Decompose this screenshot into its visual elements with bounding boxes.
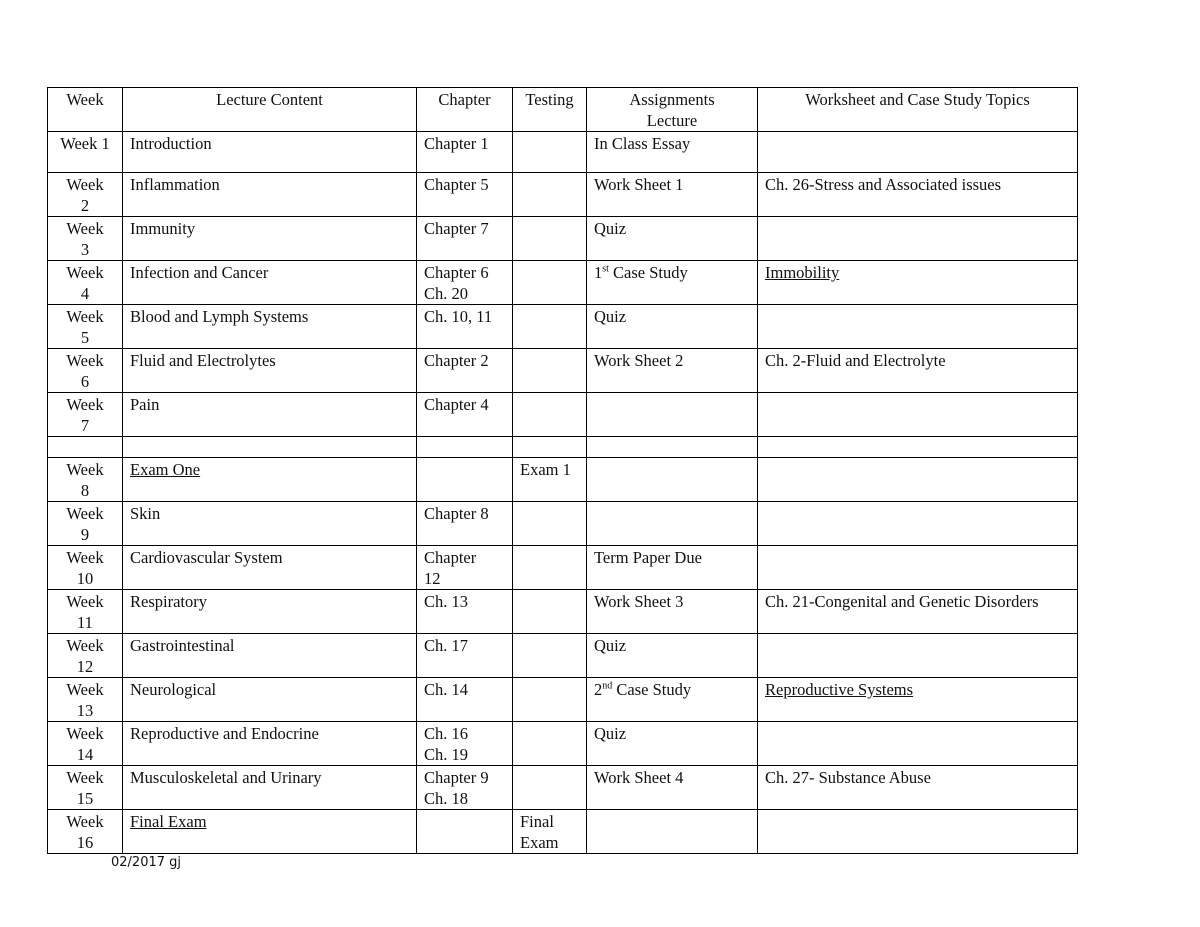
chapter-cell: Chapter 7 [417, 217, 513, 261]
topic-cell [758, 393, 1078, 437]
assignment-cell: Work Sheet 3 [587, 590, 758, 634]
chapter-cell: Ch. 17 [417, 634, 513, 678]
topic-cell [758, 132, 1078, 173]
header-lecture-content: Lecture Content [123, 88, 417, 132]
assignment-cell: Work Sheet 2 [587, 349, 758, 393]
testing-cell [513, 173, 587, 217]
lecture-cell: Pain [123, 393, 417, 437]
lecture-cell: Cardiovascular System [123, 546, 417, 590]
assignment-cell [587, 810, 758, 854]
table-row [48, 590, 1078, 634]
chapter-cell: Ch. 14 [417, 678, 513, 722]
assignment-cell: Quiz [587, 305, 758, 349]
testing-cell [513, 722, 587, 766]
testing-cell [513, 502, 587, 546]
topic-cell: Reproductive Systems [758, 678, 1078, 722]
lecture-cell: Fluid and Electrolytes [123, 349, 417, 393]
chapter-cell: Ch. 16 Ch. 19 [417, 722, 513, 766]
lecture-cell: Infection and Cancer [123, 261, 417, 305]
week-cell: Week 15 [48, 766, 123, 810]
assignment-cell: Term Paper Due [587, 546, 758, 590]
week-cell: Week 3 [48, 217, 123, 261]
chapter-cell: Chapter 12 [417, 546, 513, 590]
lecture-cell: Reproductive and Endocrine [123, 722, 417, 766]
lecture-cell: Immunity [123, 217, 417, 261]
topic-cell [758, 458, 1078, 502]
topic-cell: Ch. 2-Fluid and Electrolyte [758, 349, 1078, 393]
table-row [48, 546, 1078, 590]
lecture-cell: Neurological [123, 678, 417, 722]
week-cell: Week 11 [48, 590, 123, 634]
lecture-cell: Blood and Lymph Systems [123, 305, 417, 349]
chapter-cell [417, 810, 513, 854]
testing-cell [513, 634, 587, 678]
assignment-cell [587, 458, 758, 502]
table-row [48, 217, 1078, 261]
table-row [48, 132, 1078, 173]
spacer-cell [758, 437, 1078, 458]
header-chapter: Chapter [417, 88, 513, 132]
spacer-cell [123, 437, 417, 458]
lecture-cell: Skin [123, 502, 417, 546]
week-cell: Week 14 [48, 722, 123, 766]
testing-cell [513, 217, 587, 261]
testing-cell [513, 678, 587, 722]
lecture-cell: Introduction [123, 132, 417, 173]
week-cell: Week 8 [48, 458, 123, 502]
assignment-cell [587, 502, 758, 546]
lecture-cell: Exam One [123, 458, 417, 502]
week-cell: Week 2 [48, 173, 123, 217]
table-row [48, 305, 1078, 349]
week-cell: Week 10 [48, 546, 123, 590]
chapter-cell: Ch. 10, 11 [417, 305, 513, 349]
testing-cell [513, 132, 587, 173]
header-row [48, 88, 1078, 132]
chapter-cell: Chapter 8 [417, 502, 513, 546]
table-row [48, 458, 1078, 502]
week-cell: Week 6 [48, 349, 123, 393]
spacer-cell [48, 437, 123, 458]
testing-cell: Final Exam [513, 810, 587, 854]
assignment-cell: 2nd Case Study [587, 678, 758, 722]
chapter-cell: Chapter 6 Ch. 20 [417, 261, 513, 305]
spacer-cell [587, 437, 758, 458]
spacer-cell [513, 437, 587, 458]
table-row [48, 634, 1078, 678]
lecture-cell: Respiratory [123, 590, 417, 634]
table-row [48, 502, 1078, 546]
assignment-cell: 1st Case Study [587, 261, 758, 305]
table-row [48, 766, 1078, 810]
lecture-cell: Musculoskeletal and Urinary [123, 766, 417, 810]
assignment-cell: Quiz [587, 217, 758, 261]
testing-cell [513, 546, 587, 590]
chapter-cell: Chapter 9 Ch. 18 [417, 766, 513, 810]
testing-cell [513, 393, 587, 437]
topic-cell [758, 722, 1078, 766]
lecture-cell: Final Exam [123, 810, 417, 854]
week-cell: Week 5 [48, 305, 123, 349]
topic-cell [758, 217, 1078, 261]
topic-cell: Ch. 27- Substance Abuse [758, 766, 1078, 810]
assignment-cell: Work Sheet 4 [587, 766, 758, 810]
chapter-cell: Chapter 5 [417, 173, 513, 217]
week-cell: Week 4 [48, 261, 123, 305]
assignment-cell: Work Sheet 1 [587, 173, 758, 217]
topic-cell: Ch. 21-Congenital and Genetic Disorders [758, 590, 1078, 634]
week-cell: Week 1 [48, 132, 123, 173]
topic-cell [758, 546, 1078, 590]
testing-cell [513, 349, 587, 393]
assignment-cell: Quiz [587, 722, 758, 766]
testing-cell: Exam 1 [513, 458, 587, 502]
topic-cell [758, 810, 1078, 854]
header-assignments: Assignments Lecture [587, 88, 758, 132]
testing-cell [513, 261, 587, 305]
week-cell: Week 13 [48, 678, 123, 722]
table-row [48, 393, 1078, 437]
week-cell: Week 12 [48, 634, 123, 678]
spacer-row [48, 437, 1078, 458]
topic-cell [758, 634, 1078, 678]
week-cell: Week 16 [48, 810, 123, 854]
spacer-cell [417, 437, 513, 458]
table-row [48, 349, 1078, 393]
table-row [48, 173, 1078, 217]
topic-cell [758, 305, 1078, 349]
topic-cell [758, 502, 1078, 546]
header-week: Week [48, 88, 123, 132]
chapter-cell: Ch. 13 [417, 590, 513, 634]
chapter-cell: Chapter 1 [417, 132, 513, 173]
week-cell: Week 7 [48, 393, 123, 437]
topic-cell: Immobility [758, 261, 1078, 305]
footer-date-note: 02/2017 gj [111, 855, 182, 870]
course-schedule-table [47, 87, 1078, 854]
table-row [48, 261, 1078, 305]
testing-cell [513, 766, 587, 810]
table-row [48, 810, 1078, 854]
assignment-cell: Quiz [587, 634, 758, 678]
lecture-cell: Inflammation [123, 173, 417, 217]
chapter-cell: Chapter 2 [417, 349, 513, 393]
chapter-cell [417, 458, 513, 502]
topic-cell: Ch. 26-Stress and Associated issues [758, 173, 1078, 217]
table-row [48, 722, 1078, 766]
header-testing: Testing [513, 88, 587, 132]
lecture-cell: Gastrointestinal [123, 634, 417, 678]
week-cell: Week 9 [48, 502, 123, 546]
table-row [48, 678, 1078, 722]
assignment-cell [587, 393, 758, 437]
assignment-cell: In Class Essay [587, 132, 758, 173]
header-topics: Worksheet and Case Study Topics [758, 88, 1078, 132]
testing-cell [513, 590, 587, 634]
testing-cell [513, 305, 587, 349]
chapter-cell: Chapter 4 [417, 393, 513, 437]
